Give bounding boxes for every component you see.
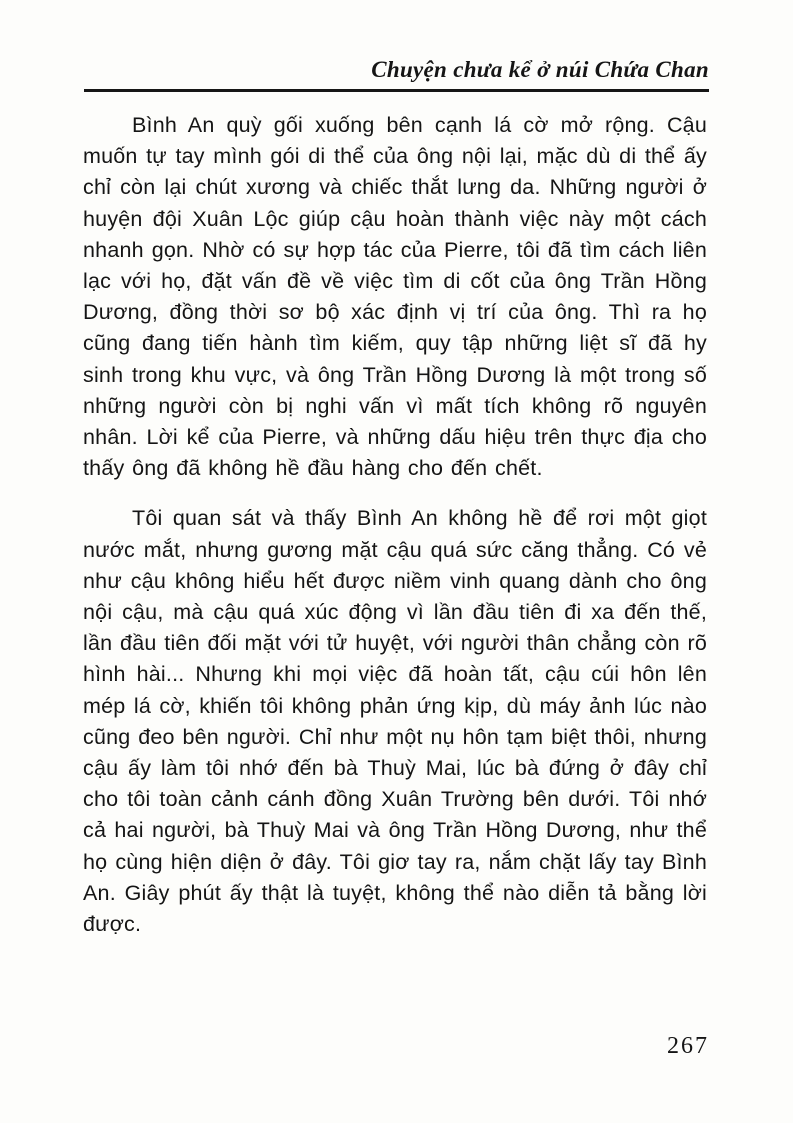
page-number: 267 [667,1033,709,1059]
paragraph-2: Tôi quan sát và thấy Bình An không hề để rơi một giọt nước mắt, nhưng gương mặt cậu quá sức căng thẳng. Có vẻ như cậu không hiểu hết được niềm vinh quang dành cho ông nội cậu, mà cậu quá xúc động vì lần đầu tiên đi xa đến thế, lần đầu tiên đối mặt với tử huyệt, với người thân chẳng còn rõ hình hài... Nhưng khi mọi việc đã hoàn tất, cậu cúi hôn lên mép lá cờ, khiến tôi không phản ứng kịp, dù máy ảnh lúc nào cũng đeo bên người. Chỉ như một nụ hôn tạm biệt thôi, nhưng cậu ấy làm tôi nhớ đến bà Thuỳ Mai, lúc bà đứng ở đây chỉ cho tôi toàn cảnh cánh đồng Xuân Trường bên dưới. Tôi nhớ cả hai người, bà Thuỳ Mai và ông Trần Hồng Dương, như thể họ cùng hiện diện ở đây. Tôi giơ tay ra, nắm chặt lấy tay Bình An. Giây phút ấy thật là tuyệt, không thể nào diễn tả bằng lời được. [83,506,707,937]
running-header-title: Chuyện chưa kể ở núi Chứa Chan [371,57,709,82]
paragraph-1: Bình An quỳ gối xuống bên cạnh lá cờ mở rộng. Cậu muốn tự tay mình gói di thể của ông nội lại, mặc dù di thể ấy chỉ còn lại chút xương và chiếc thắt lưng da. Những người ở huyện đội Xuân Lộc giúp cậu hoàn thành việc này một cách nhanh gọn. Nhờ có sự hợp tác của Pierre, tôi đã tìm cách liên lạc với họ, đặt vấn đề về việc tìm di cốt của ông Trần Hồng Dương, đồng thời sơ bộ xác định vị trí của ông. Thì ra họ cũng đang tiến hành tìm kiếm, quy tập những liệt sĩ đã hy sinh trong khu vực, và ông Trần Hồng Dương là một trong số những người còn bị nghi vấn vì mất tích không rõ nguyên nhân. Lời kể của Pierre, và những dấu hiệu trên thực địa cho thấy ông đã không hề đầu hàng cho đến chết. [83,113,707,481]
page-body [83,110,707,959]
running-header [84,56,709,92]
header-rule [84,89,709,92]
